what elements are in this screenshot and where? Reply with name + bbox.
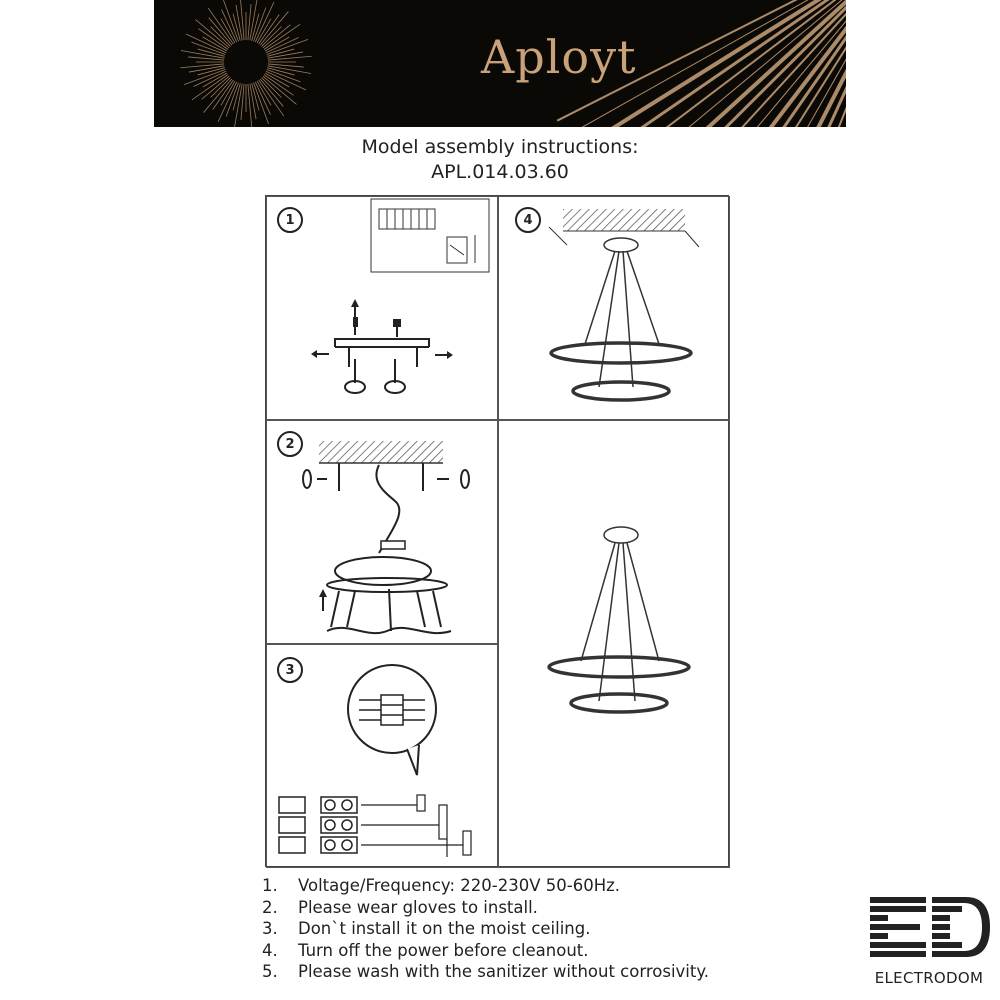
step-1-panel: [266, 196, 498, 420]
list-item: 5. Please wash with the sanitizer without corrosivity.: [262, 962, 710, 981]
step-4-panel: [498, 196, 730, 420]
model-number: APL.014.03.60: [431, 161, 569, 183]
mounted-chandelier-illustration: [499, 197, 731, 421]
brand-name: Aployt: [481, 30, 637, 84]
electrodom-wordmark: ELECTRODOM: [874, 969, 984, 987]
list-item: 4. Turn off the power before cleanout.: [262, 940, 589, 960]
step-2-panel: [266, 420, 498, 644]
two-ring-chandelier-illustration: [499, 421, 731, 869]
list-item: 2. Please wear gloves to install.: [262, 897, 538, 917]
document-title: Model assembly instructions:: [361, 136, 639, 158]
safety-instructions-list: [262, 875, 782, 983]
wiring-connection-illustration: [267, 421, 499, 645]
list-item: 3. Don`t install it on the moist ceiling.: [262, 919, 591, 938]
step-3-badge: 3: [277, 657, 303, 683]
step-1-badge: 1: [277, 207, 303, 233]
list-item: 1. Voltage/Frequency: 220-230V 50-60Hz.: [262, 876, 621, 895]
finished-chandelier-panel: [498, 420, 730, 868]
brand-banner: [154, 0, 846, 127]
terminal-block-illustration: [267, 645, 499, 869]
step-4-badge: 4: [515, 207, 541, 233]
step-3-panel: [266, 644, 498, 868]
assembly-diagram: [265, 195, 729, 867]
step-2-badge: 2: [277, 431, 303, 457]
bracket-mounting-illustration: [267, 197, 499, 421]
